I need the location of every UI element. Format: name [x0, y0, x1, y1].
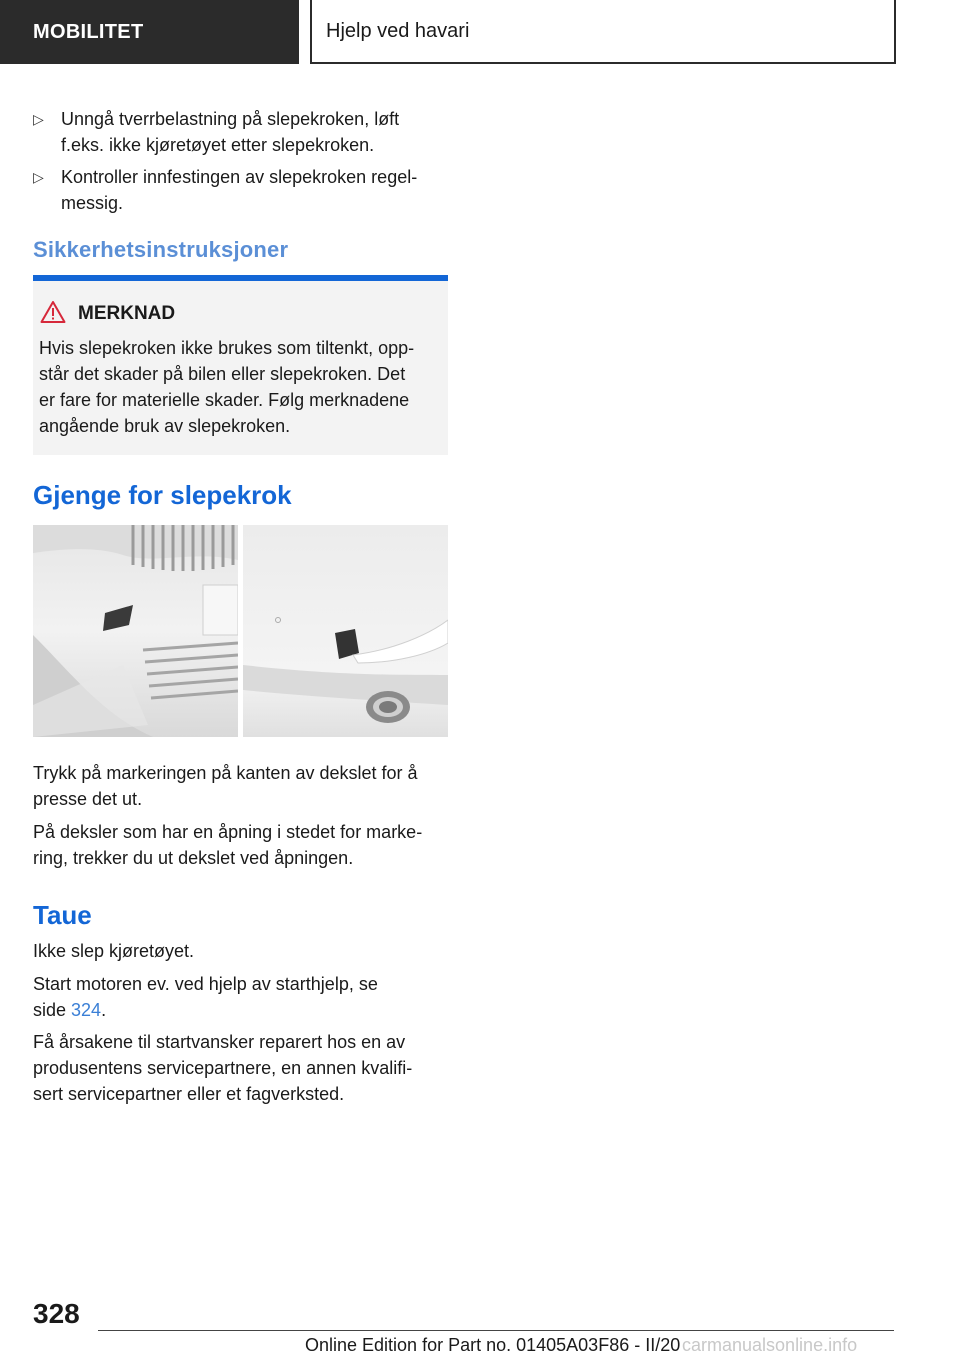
page-number: 328 [33, 1298, 80, 1329]
paragraph-line: presse det ut. [33, 789, 143, 809]
bullet-text-line: f.eks. ikke kjøretøyet etter slepekroken. [61, 135, 375, 155]
paragraph-line: produsentens servicepartnere, en annen kvalifi- [33, 1058, 413, 1078]
paragraph [33, 1029, 448, 1107]
paragraph [33, 760, 448, 812]
header-section-tab [0, 0, 299, 64]
paragraph-line: sert servicepartner eller et fagverksted. [33, 1084, 345, 1104]
safety-heading: Sikkerhetsinstruksjoner [33, 237, 289, 262]
tow-hook-cover-figure [33, 525, 448, 737]
header-section-label: MOBILITET [33, 20, 144, 43]
paragraph-line: Ikke slep kjøretøyet. [33, 941, 195, 961]
section-heading-towing: Taue [33, 900, 92, 930]
notice-title: MERKNAD [78, 303, 176, 324]
notice-text [39, 335, 444, 439]
header-chapter-tab [310, 0, 896, 64]
paragraph [33, 819, 448, 871]
paragraph-line [33, 997, 448, 1023]
footer-rule [98, 1330, 894, 1331]
paragraph-line: Start motoren ev. ved hjelp av starthjelp, se [33, 974, 378, 994]
notice-text-line: Hvis slepekroken ikke brukes som tiltenkt, opp- [39, 338, 415, 358]
page-ref-link[interactable]: 324 [71, 1000, 102, 1020]
paragraph-line: På deksler som har en åpning i stedet for marke- [33, 822, 423, 842]
triangle-bullet-icon: ▷ [33, 169, 44, 185]
paragraph [33, 971, 448, 1023]
bullet-text-line: Kontroller innfestingen av slepekroken regel- [61, 167, 418, 187]
section-heading-tow-hook-thread: Gjenge for slepekrok [33, 480, 292, 510]
paragraph-line: Trykk på markeringen på kanten av dekslet for å [33, 763, 418, 783]
header-chapter-label: Hjelp ved havari [326, 19, 470, 42]
page-ref-prefix: side [33, 1000, 72, 1020]
bullet-text-line: messig. [61, 193, 124, 213]
notice-text-line: står det skader på bilen eller slepekroken. Det [39, 364, 406, 384]
triangle-bullet-icon: ▷ [33, 111, 44, 127]
bullet-item [33, 106, 448, 158]
paragraph [33, 938, 448, 964]
page-ref-suffix: . [101, 1000, 107, 1020]
footer-edition-text: Online Edition for Part no. 01405A03F86 - II/20 [305, 1335, 681, 1355]
notice-text-line: er fare for materielle skader. Følg merknadene [39, 390, 410, 410]
bullet-item [33, 164, 448, 216]
notice-text-line: angående bruk av slepekroken. [39, 416, 291, 436]
bullet-text-line: Unngå tverrbelastning på slepekroken, løft [61, 109, 400, 129]
warning-triangle-icon [40, 300, 66, 324]
watermark-text: carmanualsonline.info [682, 1335, 858, 1355]
paragraph-line: ring, trekker du ut dekslet ved åpningen. [33, 848, 354, 868]
paragraph-line: Få årsakene til startvansker reparert hos en av [33, 1032, 406, 1052]
